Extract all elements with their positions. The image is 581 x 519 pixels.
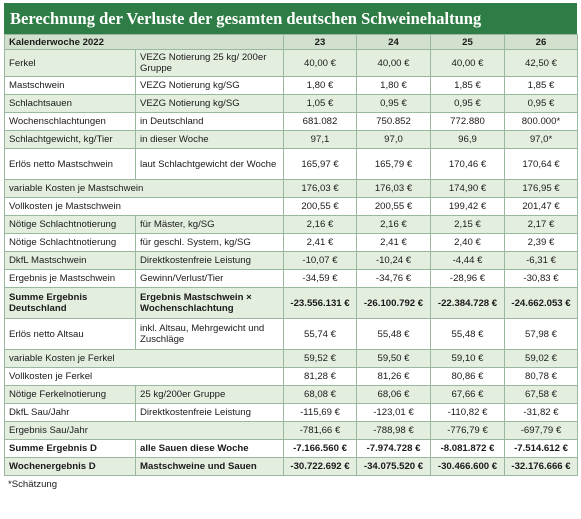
row-desc: Mastschweine und Sauen [136, 458, 284, 476]
row-value: 2,15 € [431, 216, 505, 234]
table-row [5, 458, 578, 476]
row-value: -7.514.612 € [505, 440, 578, 458]
table-row [5, 350, 578, 368]
row-label: variable Kosten je Mastschwein [5, 180, 284, 198]
row-value: -7.166.560 € [284, 440, 357, 458]
table-row [5, 368, 578, 386]
row-value: 2,39 € [505, 234, 578, 252]
table-row [5, 270, 578, 288]
table-row [5, 95, 578, 113]
row-value: -115,69 € [284, 404, 357, 422]
table-row [5, 216, 578, 234]
row-value: 2,16 € [284, 216, 357, 234]
row-label: Ferkel [5, 50, 136, 77]
table-row [5, 252, 578, 270]
row-desc: laut Schlachtgewicht der Woche [136, 149, 284, 180]
row-value: 1,85 € [431, 77, 505, 95]
row-value: 55,48 € [431, 319, 505, 350]
row-label: Mastschwein [5, 77, 136, 95]
table-row [5, 131, 578, 149]
row-desc: in dieser Woche [136, 131, 284, 149]
loss-table [4, 34, 578, 476]
row-label: Ergebnis je Mastschwein [5, 270, 136, 288]
row-value: 42,50 € [505, 50, 578, 77]
row-value: 174,90 € [431, 180, 505, 198]
row-value: 97,0* [505, 131, 578, 149]
row-value: -4,44 € [431, 252, 505, 270]
row-value: 67,66 € [431, 386, 505, 404]
row-desc: Direktkostenfreie Leistung [136, 404, 284, 422]
row-value: 59,02 € [505, 350, 578, 368]
row-value: 170,46 € [431, 149, 505, 180]
row-label: Ergebnis Sau/Jahr [5, 422, 284, 440]
row-label: Nötige Ferkelnotierung [5, 386, 136, 404]
table-row [5, 149, 578, 180]
table-row [5, 319, 578, 350]
row-value: -31,82 € [505, 404, 578, 422]
row-value: -10,07 € [284, 252, 357, 270]
row-value: 68,08 € [284, 386, 357, 404]
row-desc: für geschl. System, kg/SG [136, 234, 284, 252]
table-row [5, 234, 578, 252]
row-value: 57,98 € [505, 319, 578, 350]
row-value: 176,95 € [505, 180, 578, 198]
table-title: Berechnung der Verluste der gesamten deutschen Schweinehaltung [4, 3, 577, 34]
row-value: -23.556.131 € [284, 288, 357, 319]
row-value: 0,95 € [431, 95, 505, 113]
row-value: 750.852 [357, 113, 431, 131]
row-value: 0,95 € [505, 95, 578, 113]
row-desc: Direktkostenfreie Leistung [136, 252, 284, 270]
row-value: -10,24 € [357, 252, 431, 270]
row-value: 55,48 € [357, 319, 431, 350]
row-label: variable Kosten je Ferkel [5, 350, 284, 368]
row-label: DkfL Sau/Jahr [5, 404, 136, 422]
row-value: 67,58 € [505, 386, 578, 404]
row-label: Vollkosten je Ferkel [5, 368, 284, 386]
row-label: Summe Ergebnis Deutschland [5, 288, 136, 319]
row-value: 55,74 € [284, 319, 357, 350]
row-desc: 25 kg/200er Gruppe [136, 386, 284, 404]
row-value: 40,00 € [284, 50, 357, 77]
row-value: -34.075.520 € [357, 458, 431, 476]
row-value: 0,95 € [357, 95, 431, 113]
row-desc: inkl. Altsau, Mehrgewicht und Zuschläge [136, 319, 284, 350]
row-value: -788,98 € [357, 422, 431, 440]
row-value: 681.082 [284, 113, 357, 131]
table-row [5, 404, 578, 422]
row-desc: Gewinn/Verlust/Tier [136, 270, 284, 288]
header-week: 24 [357, 35, 431, 50]
row-value: 80,78 € [505, 368, 578, 386]
table-row [5, 180, 578, 198]
header-week: 23 [284, 35, 357, 50]
row-desc: Ergebnis Mastschwein × Wochenschlachtung [136, 288, 284, 319]
row-desc: VEZG Notierung kg/SG [136, 95, 284, 113]
row-value: -32.176.666 € [505, 458, 578, 476]
row-label: Schlachtgewicht, kg/Tier [5, 131, 136, 149]
row-label: Nötige Schlachtnotierung [5, 234, 136, 252]
loss-table-panel [4, 3, 577, 513]
row-desc: alle Sauen diese Woche [136, 440, 284, 458]
table-row [5, 77, 578, 95]
row-value: 2,41 € [357, 234, 431, 252]
row-desc: VEZG Notierung 25 kg/ 200er Gruppe [136, 50, 284, 77]
row-value: -34,59 € [284, 270, 357, 288]
row-value: 2,40 € [431, 234, 505, 252]
table-row [5, 113, 578, 131]
row-value: -30.466.600 € [431, 458, 505, 476]
row-value: 2,41 € [284, 234, 357, 252]
header-week: 26 [505, 35, 578, 50]
row-value: 165,79 € [357, 149, 431, 180]
row-value: -22.384.728 € [431, 288, 505, 319]
row-value: -30,83 € [505, 270, 578, 288]
row-value: 40,00 € [431, 50, 505, 77]
row-value: -697,79 € [505, 422, 578, 440]
row-value: -123,01 € [357, 404, 431, 422]
row-label: DkfL Mastschwein [5, 252, 136, 270]
row-value: 81,28 € [284, 368, 357, 386]
row-value: 1,80 € [284, 77, 357, 95]
row-value: 800.000* [505, 113, 578, 131]
row-value: 97,1 [284, 131, 357, 149]
row-value: 165,97 € [284, 149, 357, 180]
row-value: -6,31 € [505, 252, 578, 270]
row-value: 80,86 € [431, 368, 505, 386]
row-value: -776,79 € [431, 422, 505, 440]
row-value: 200,55 € [357, 198, 431, 216]
row-value: 59,52 € [284, 350, 357, 368]
row-label: Erlös netto Altsau [5, 319, 136, 350]
row-value: 59,50 € [357, 350, 431, 368]
row-label: Schlachtsauen [5, 95, 136, 113]
row-value: -24.662.053 € [505, 288, 578, 319]
row-value: 40,00 € [357, 50, 431, 77]
row-label: Erlös netto Mastschwein [5, 149, 136, 180]
header-label: Kalenderwoche 2022 [5, 35, 284, 50]
row-value: 1,85 € [505, 77, 578, 95]
row-value: -30.722.692 € [284, 458, 357, 476]
table-row [5, 386, 578, 404]
table-row [5, 50, 578, 77]
row-value: -781,66 € [284, 422, 357, 440]
table-row [5, 288, 578, 319]
row-value: 59,10 € [431, 350, 505, 368]
row-value: 2,16 € [357, 216, 431, 234]
row-value: 2,17 € [505, 216, 578, 234]
row-value: -8.081.872 € [431, 440, 505, 458]
row-value: 199,42 € [431, 198, 505, 216]
row-value: 97,0 [357, 131, 431, 149]
row-value: 200,55 € [284, 198, 357, 216]
row-value: 176,03 € [284, 180, 357, 198]
row-desc: in Deutschland [136, 113, 284, 131]
row-value: -34,76 € [357, 270, 431, 288]
header-week: 25 [431, 35, 505, 50]
row-value: -26.100.792 € [357, 288, 431, 319]
table-row [5, 422, 578, 440]
row-label: Wochenschlachtungen [5, 113, 136, 131]
row-value: 68,06 € [357, 386, 431, 404]
row-value: -28,96 € [431, 270, 505, 288]
footnote: *Schätzung [8, 479, 58, 490]
table-row [5, 198, 578, 216]
row-value: 1,80 € [357, 77, 431, 95]
row-label: Nötige Schlachtnotierung [5, 216, 136, 234]
row-label: Wochenergebnis D [5, 458, 136, 476]
row-value: -110,82 € [431, 404, 505, 422]
row-value: 772.880 [431, 113, 505, 131]
row-desc: für Mäster, kg/SG [136, 216, 284, 234]
table-row [5, 440, 578, 458]
row-label: Vollkosten je Mastschwein [5, 198, 284, 216]
row-desc: VEZG Notierung kg/SG [136, 77, 284, 95]
row-value: -7.974.728 € [357, 440, 431, 458]
row-value: 81,26 € [357, 368, 431, 386]
row-value: 170,64 € [505, 149, 578, 180]
row-label: Summe Ergebnis D [5, 440, 136, 458]
row-value: 96,9 [431, 131, 505, 149]
header-row [5, 35, 578, 50]
row-value: 201,47 € [505, 198, 578, 216]
row-value: 176,03 € [357, 180, 431, 198]
row-value: 1,05 € [284, 95, 357, 113]
